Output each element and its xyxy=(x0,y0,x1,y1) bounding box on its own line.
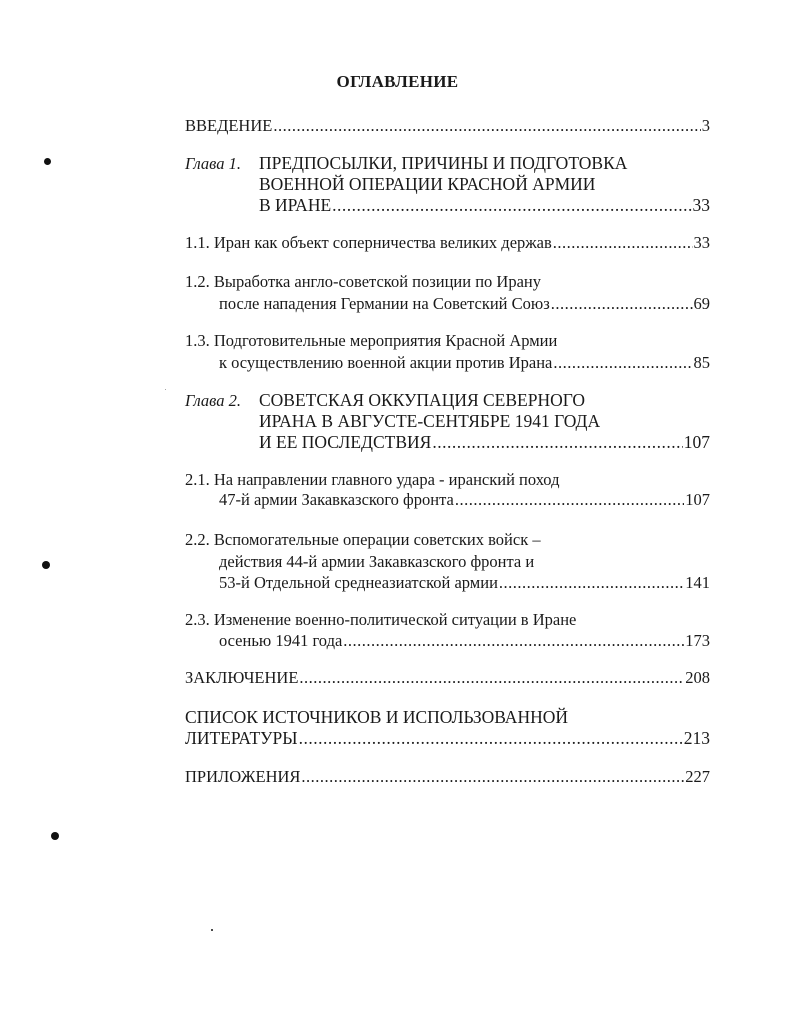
toc-page-number: 85 xyxy=(693,353,710,372)
toc-page-number: 141 xyxy=(685,573,710,592)
chapter-1-heading xyxy=(185,154,241,174)
toc-entry-text: И ЕЕ ПОСЛЕДСТВИЯ xyxy=(259,432,432,452)
toc-page-number: 213 xyxy=(683,728,710,748)
toc-entry-text: ПРИЛОЖЕНИЯ xyxy=(185,767,301,786)
toc-entry-text: В ИРАНЕ xyxy=(259,195,332,215)
chapter-1-title-line-1: ПРЕДПОСЫЛКИ, ПРИЧИНЫ И ПОДГОТОВКА xyxy=(259,153,628,173)
toc-page-number: 3 xyxy=(701,116,710,135)
toc-page-number: 33 xyxy=(693,233,710,252)
toc-entry-1-3-line-1: 1.3. Подготовительные мероприятия Красной Армии xyxy=(185,331,558,350)
toc-page-number: 33 xyxy=(692,195,710,215)
dot-leader xyxy=(301,767,684,787)
dot-leader xyxy=(332,195,691,215)
toc-entry-sources-line-1: СПИСОК ИСТОЧНИКОВ И ИСПОЛЬЗОВАННОЙ xyxy=(185,707,568,727)
toc-entry-text: после нападения Германии на Советский Союз xyxy=(219,294,550,313)
dot-leader xyxy=(553,233,693,253)
scan-speck xyxy=(51,832,59,840)
dot-leader xyxy=(499,573,684,593)
chapter-1-title-line-3 xyxy=(259,195,710,215)
toc-entry-sources-line-2 xyxy=(185,728,710,748)
toc-entry-2-2-line-2: действия 44-й армии Закавказского фронта и xyxy=(219,552,535,571)
toc-entry-text: 1.1. Иран как объект соперничества великих держав xyxy=(185,233,552,252)
toc-entry-2-3-line-2 xyxy=(219,631,710,651)
chapter-2-heading xyxy=(185,391,241,411)
toc-entry-conclusion xyxy=(185,668,710,688)
chapter-label: Глава 1. xyxy=(185,154,241,173)
toc-entry-1-3-line-2 xyxy=(219,353,710,373)
dot-leader xyxy=(553,353,692,373)
toc-entry-1-2-line-1: 1.2. Выработка англо-советской позиции по Ирану xyxy=(185,272,541,291)
toc-entry-text: 47-й армии Закавказского фронта xyxy=(219,490,454,509)
toc-entry-1-2-line-2 xyxy=(219,294,710,314)
toc-entry-2-3-line-1: 2.3. Изменение военно-политической ситуации в Иране xyxy=(185,610,577,629)
chapter-2-title-line-3 xyxy=(259,432,710,452)
toc-entry-intro xyxy=(185,116,710,136)
toc-entry-text: осенью 1941 года xyxy=(219,631,343,650)
toc-page-number: 69 xyxy=(693,294,710,313)
toc-entry-text: ЛИТЕРАТУРЫ xyxy=(185,728,298,748)
toc-page-number: 107 xyxy=(685,490,710,509)
dot-leader xyxy=(299,728,683,748)
scan-speck xyxy=(44,158,51,165)
toc-entry-2-2-line-3 xyxy=(219,573,710,593)
toc-entry-2-2-line-1: 2.2. Вспомогательные операции советских войск – xyxy=(185,530,541,549)
scan-speck xyxy=(211,929,213,931)
chapter-2-title-line-1: СОВЕТСКАЯ ОККУПАЦИЯ СЕВЕРНОГО xyxy=(259,390,586,410)
toc-entry-2-1-line-2 xyxy=(219,490,710,510)
dot-leader xyxy=(432,432,682,452)
toc-entry-1-1 xyxy=(185,233,710,253)
toc-entry-appendix xyxy=(185,767,710,787)
page-title: ОГЛАВЛЕНИЕ xyxy=(336,72,459,91)
toc-entry-2-1-line-1: 2.1. На направлении главного удара - иранский поход xyxy=(185,470,560,489)
scan-speck xyxy=(42,561,50,569)
chapter-2-title-line-2: ИРАНА В АВГУСТЕ-СЕНТЯБРЕ 1941 ГОДА xyxy=(259,411,601,431)
dot-leader xyxy=(299,668,684,688)
dot-leader xyxy=(455,490,684,510)
chapter-1-title-line-2: ВОЕННОЙ ОПЕРАЦИИ КРАСНОЙ АРМИИ xyxy=(259,174,596,194)
dot-leader xyxy=(551,294,693,314)
toc-page-number: 173 xyxy=(685,631,710,650)
scan-speck xyxy=(165,389,166,390)
toc-page-number: 208 xyxy=(685,668,710,687)
toc-entry-text: ВВЕДЕНИЕ xyxy=(185,116,273,135)
chapter-label: Глава 2. xyxy=(185,391,241,410)
toc-entry-text: ЗАКЛЮЧЕНИЕ xyxy=(185,668,299,687)
toc-page-number: 107 xyxy=(683,432,710,452)
toc-entry-text: 53-й Отдельной среднеазиатской армии xyxy=(219,573,498,592)
dot-leader xyxy=(273,116,700,136)
toc-page-number: 227 xyxy=(685,767,710,786)
toc-entry-text: к осуществлению военной акции против Ирана xyxy=(219,353,553,372)
dot-leader xyxy=(343,631,684,651)
